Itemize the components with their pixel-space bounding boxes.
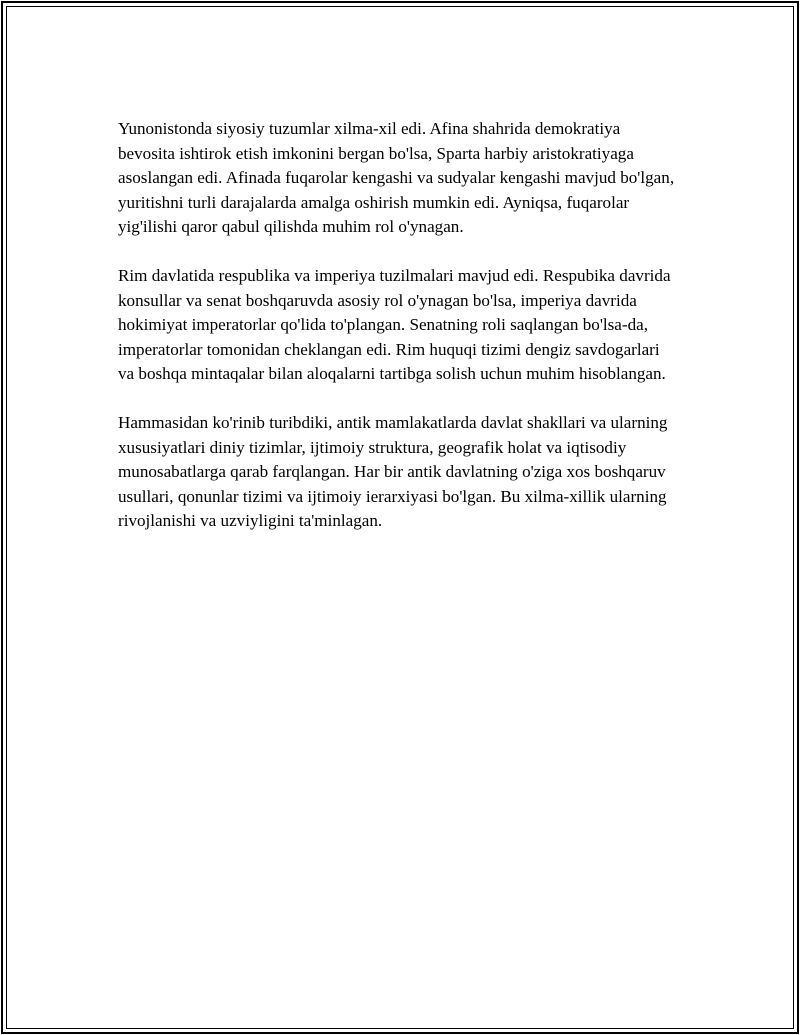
paragraph-greek-political-systems: Yunonistonda siyosiy tuzumlar xilma-xil edi. Afina shahrida demokratiya bevosita ishtirok etish imkonini bergan bo'lsa, Sparta harbiy aristokratiyaga asoslangan edi. Afinada fuqarolar kengashi va sudyalar kengashi mavjud bo'lgan, yuritishni turli darajalarda amalga oshirish mumkin edi. Ayniqsa, fuqarolar yig'ilishi qaror qabul qilishda muhim rol o'ynagan. [118, 119, 675, 236]
document-body [118, 117, 678, 558]
paragraph-conclusion: Hammasidan ko'rinib turibdiki, antik mamlakatlarda davlat shakllari va ularning xususiyatlari diniy tizimlar, ijtimoiy struktura, geografik holat va iqtisodiy munosabatlarga qarab farqlangan. Har bir antik davlatning o'ziga xos boshqaruv usullari, qonunlar tizimi va ijtimoiy ierarxiyasi bo'lgan. Bu xilma-xillik ularning rivojlanishi va uzviyligini ta'minlagan. [118, 413, 668, 530]
paragraph-roman-state-structures: Rim davlatida respublika va imperiya tuzilmalari mavjud edi. Respubika davrida konsullar va senat boshqaruvda asosiy rol o'ynagan bo'lsa, imperiya davrida hokimiyat imperatorlar qo'lida to'plangan. Senatning roli saqlangan bo'lsa-da, imperatorlar tomonidan cheklangan edi. Rim huquqi tizimi dengiz savdogarlari va boshqa mintaqalar bilan aloqalarni tartibga solish uchun muhim hisoblangan. [118, 266, 671, 383]
